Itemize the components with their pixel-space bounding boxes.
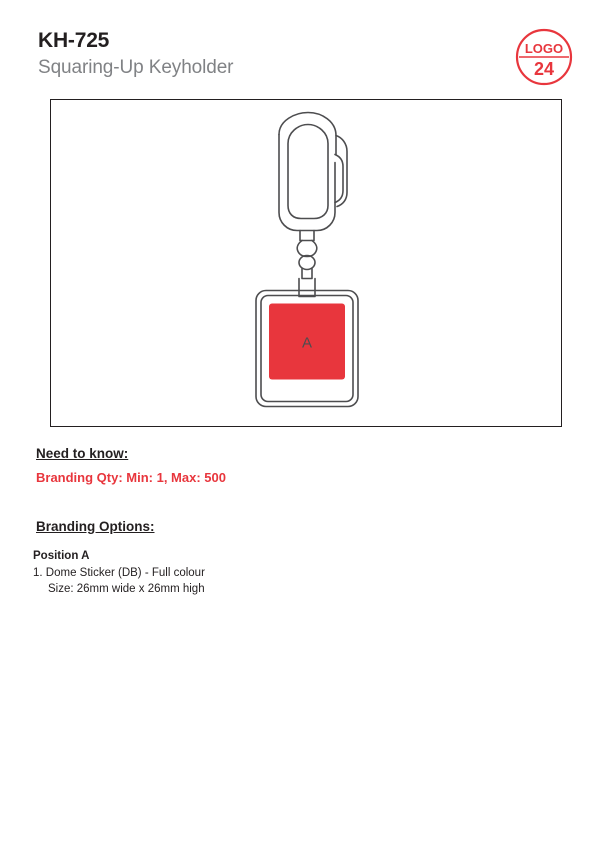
logo-text-bottom: 24 [533,59,555,79]
keyholder-illustration [216,111,396,411]
product-image-frame [50,99,562,427]
branding-option-list [33,565,205,597]
page-header [38,28,578,80]
branding-option-item-1: 1. Dome Sticker (DB) - Full colour [33,567,205,579]
branding-option-item-1-size: Size: 26mm wide x 26mm high [48,583,205,595]
logo24-logo [515,28,573,86]
product-name: Squaring-Up Keyholder [38,57,234,78]
need-to-know-heading: Need to know: [36,446,129,461]
branding-options-section [36,518,155,536]
product-code: KH-725 [38,29,110,52]
logo-text-top: LOGO [524,41,564,56]
product-artwork [216,111,396,416]
logo-graphic [515,28,573,86]
position-a-label: Position A [33,550,90,562]
branding-options-heading: Branding Options: [36,519,155,534]
need-to-know-section [36,445,128,463]
branding-qty-text: Branding Qty: Min: 1, Max: 500 [36,470,226,485]
position-marker-a: A [301,334,313,352]
